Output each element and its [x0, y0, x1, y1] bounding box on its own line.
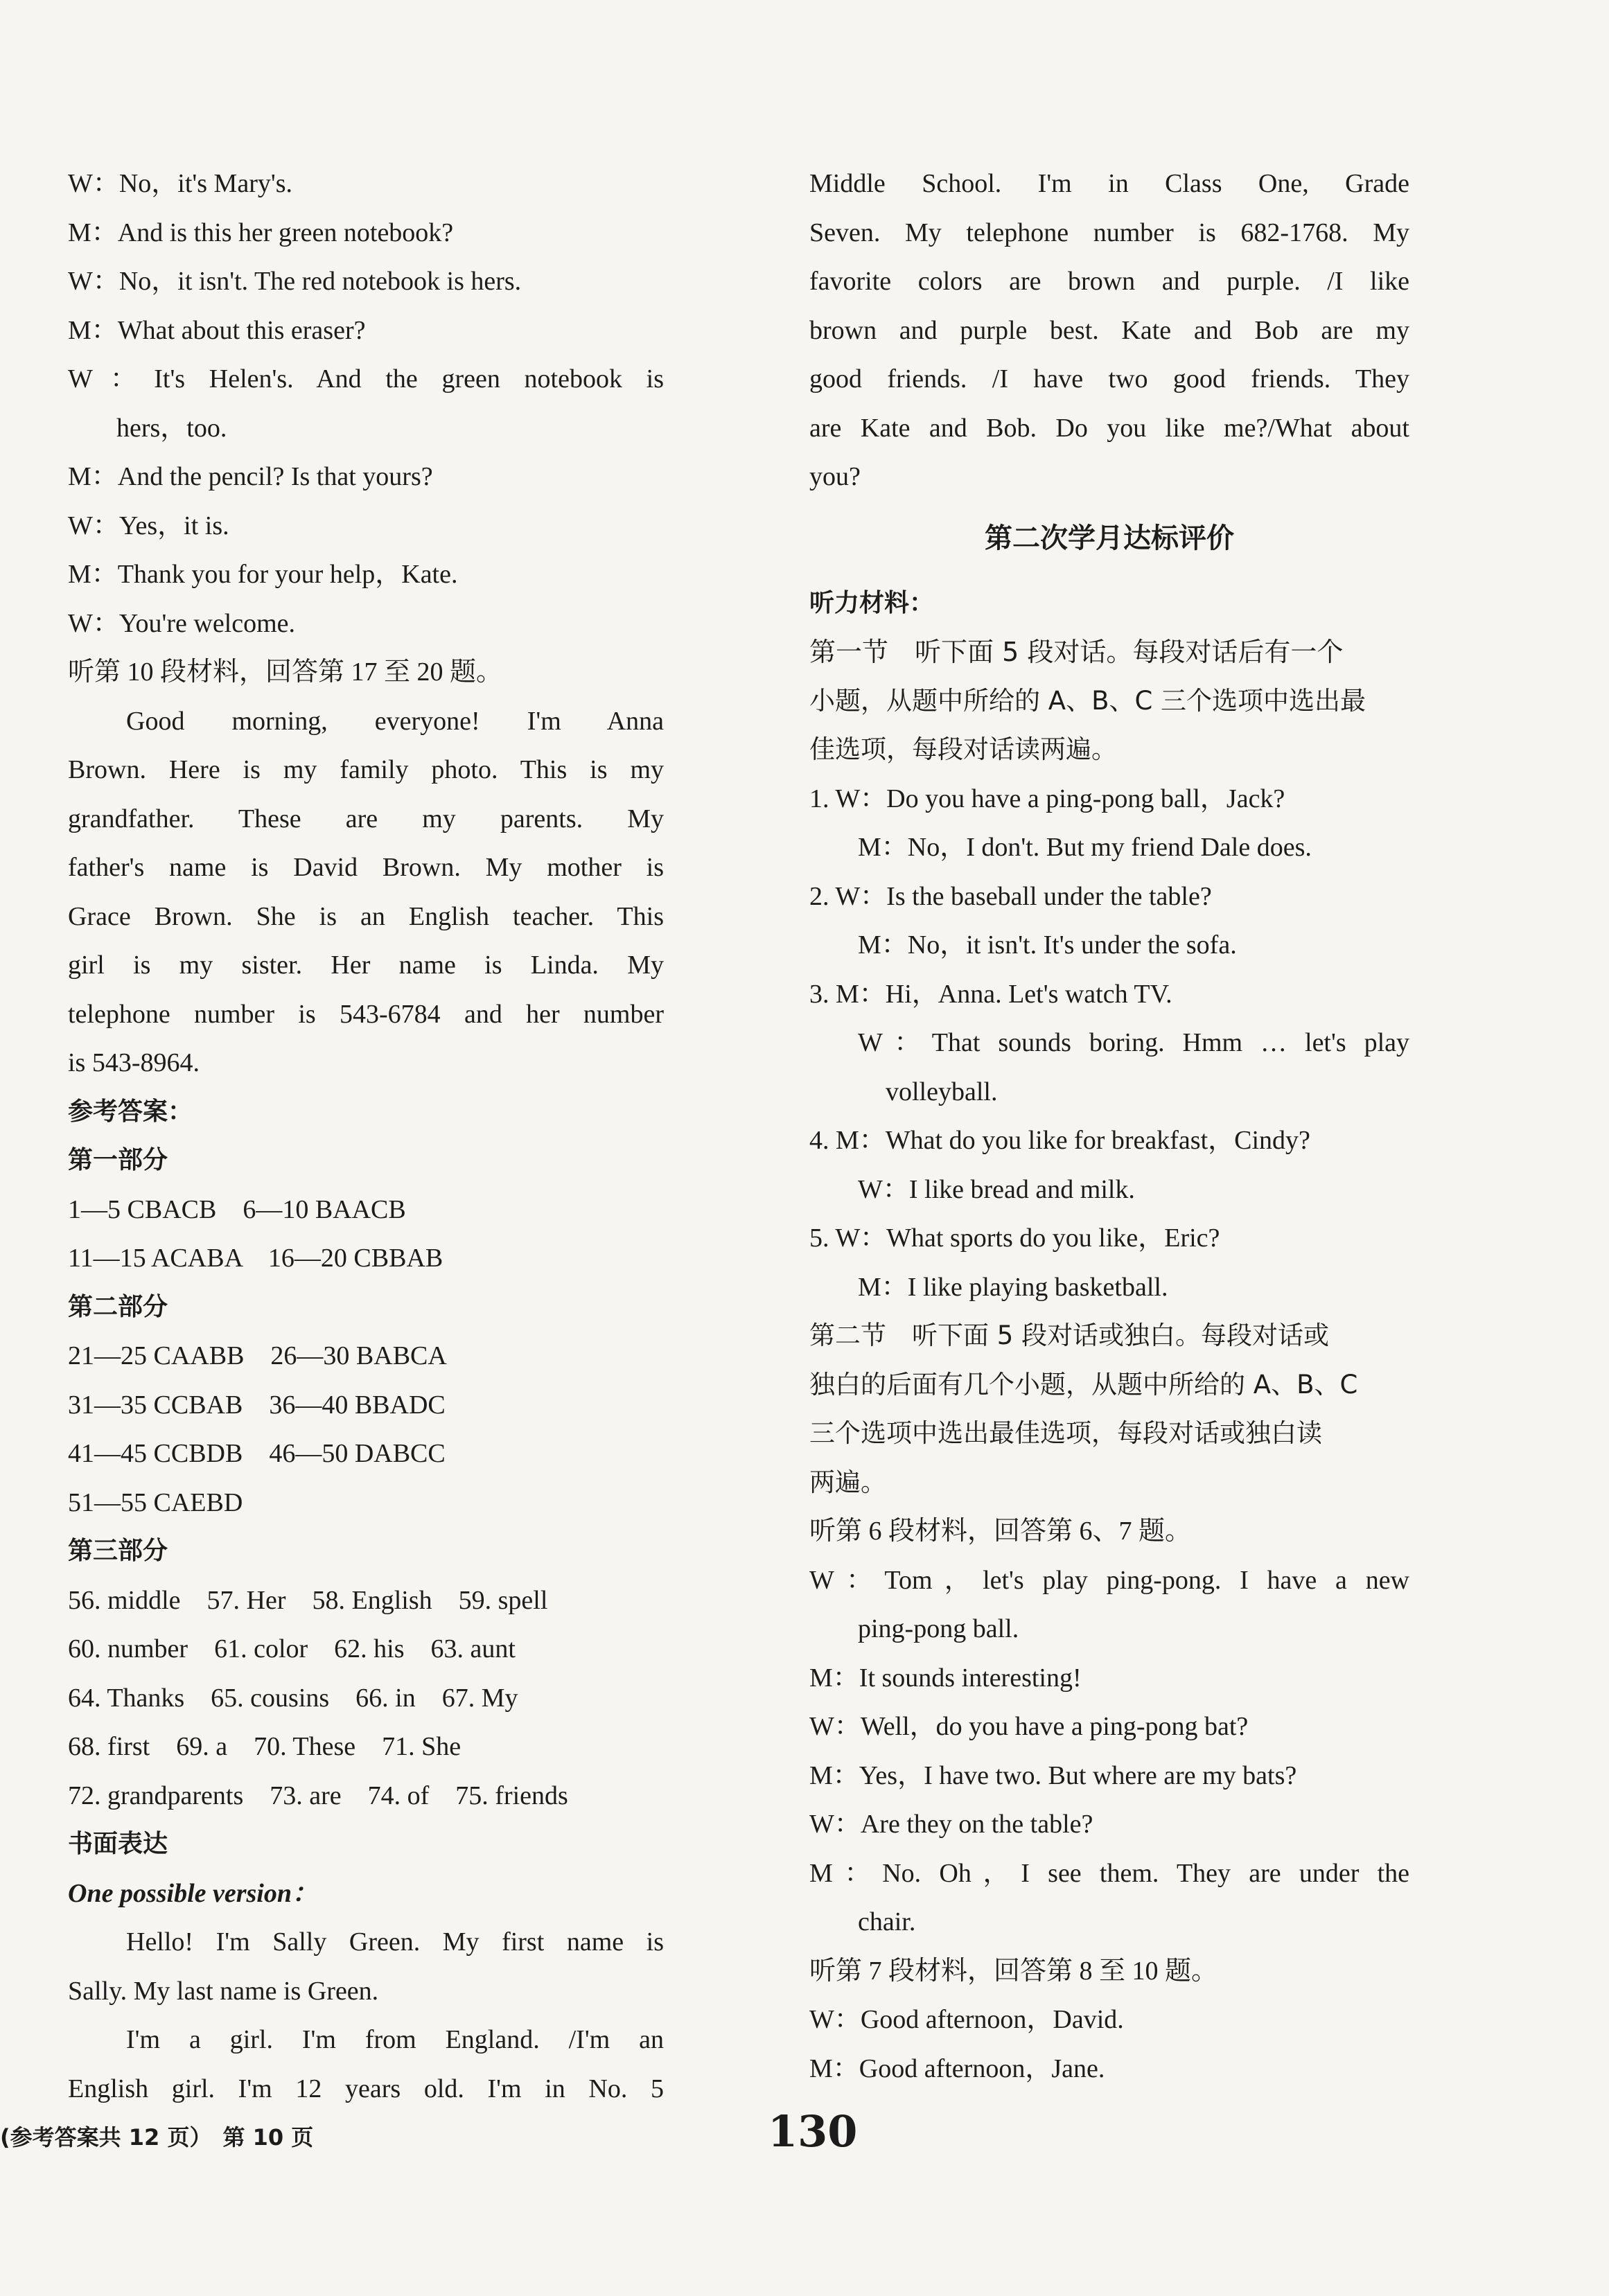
answer-line: 31—35 CCBAB 36—40 BBADC — [68, 1390, 446, 1420]
instruction-line: 独白的后面有几个小题，从题中所给的 A、B、C — [809, 1369, 1358, 1399]
section-title: 第二次学月达标评价 — [985, 522, 1234, 554]
dialogue-line: M：It sounds interesting! — [809, 1663, 1082, 1693]
monologue-line: Grace Brown. She is an English teacher. This — [68, 901, 664, 931]
left-column — [68, 159, 664, 2113]
dialogue-line-continued: ping-pong ball. — [858, 1614, 1019, 1643]
answer-line: 1—5 CBACB 6—10 BAACB — [68, 1194, 406, 1224]
dialogue-line: M：No. Oh，I see them. They are under the — [809, 1858, 1409, 1888]
dialogue-line: M：Thank you for your help，Kate. — [68, 560, 458, 589]
dialogue-line: 3. M：Hi，Anna. Let's watch TV. — [809, 979, 1172, 1009]
section-instruction: 听第 7 段材料，回答第 8 至 10 题。 — [809, 1956, 1218, 1986]
dialogue-line: M：I like playing basketball. — [858, 1272, 1168, 1302]
monologue-line: telephone number is 543-6784 and her number — [68, 999, 664, 1029]
essay-line: you? — [809, 462, 861, 491]
answer-line: 64. Thanks 65. cousins 66. in 67. My — [68, 1683, 518, 1713]
dialogue-line: 4. M：What do you like for breakfast，Cindy? — [809, 1126, 1310, 1155]
instruction-line: 小题，从题中所给的 A、B、C 三个选项中选出最 — [809, 685, 1366, 716]
dialogue-line: W：It's Helen's. And the green notebook is — [68, 364, 664, 394]
essay-line: Hello! I'm Sally Green. My first name is — [126, 1927, 664, 1957]
dialogue-line-continued: volleyball. — [886, 1077, 998, 1106]
essay-line: Sally. My last name is Green. — [68, 1976, 379, 2006]
essay-line: good friends. /I have two good friends. They — [809, 364, 1409, 394]
instruction-line: 三个选项中选出最佳选项，每段对话或独白读 — [809, 1418, 1322, 1448]
section-instruction: 听第 6 段材料，回答第 6、7 题。 — [809, 1517, 1192, 1546]
essay-line: I'm a girl. I'm from England. /I'm an — [126, 2025, 664, 2054]
dialogue-line: M：What about this eraser? — [68, 315, 366, 345]
dialogue-line: W：That sounds boring. Hmm … let's play — [858, 1028, 1409, 1057]
answer-line: 21—25 CAABB 26—30 BABCA — [68, 1341, 447, 1370]
answer-line: 60. number 61. color 62. his 63. aunt — [68, 1634, 516, 1663]
dialogue-line: W：No，it's Mary's. — [68, 169, 293, 198]
footer-page-info: (参考答案共 12 页） 第 10 页 — [0, 2124, 314, 2151]
answers-heading: 参考答案： — [68, 1097, 193, 1126]
essay-line: favorite colors are brown and purple. /I like — [809, 267, 1409, 296]
dialogue-line: W：I like bread and milk. — [858, 1174, 1135, 1204]
essay-line: brown and purple best. Kate and Bob are my — [809, 315, 1409, 345]
answer-line: 68. first 69. a 70. These 71. She — [68, 1732, 461, 1761]
monologue-line: father's name is David Brown. My mother is — [68, 853, 664, 882]
essay-line: Seven. My telephone number is 682-1768. My — [809, 218, 1409, 247]
part-heading: 第三部分 — [68, 1537, 168, 1565]
instruction-line: 佳选项，每段对话读两遍。 — [809, 734, 1117, 764]
dialogue-line: M：And the pencil? Is that yours? — [68, 462, 433, 491]
monologue-line: grandfather. These are my parents. My — [68, 804, 664, 833]
dialogue-line: W：Yes，it is. — [68, 511, 229, 540]
dialogue-line: M：Yes，I have two. But where are my bats? — [809, 1760, 1297, 1790]
dialogue-line: W：No，it isn't. The red notebook is hers. — [68, 267, 522, 296]
essay-line: are Kate and Bob. Do you like me?/What about — [809, 413, 1409, 443]
right-column — [809, 159, 1409, 2093]
part-heading: 第二部分 — [68, 1292, 168, 1321]
writing-heading: 书面表达 — [68, 1830, 168, 1858]
dialogue-line: M：No，I don't. But my friend Dale does. — [858, 833, 1312, 862]
answer-line: 51—55 CAEBD — [68, 1487, 243, 1517]
answer-line: 72. grandparents 73. are 74. of 75. friends — [68, 1781, 568, 1810]
page-number: 130 — [768, 2106, 858, 2157]
monologue-line: Good morning, everyone! I'm Anna — [126, 706, 664, 736]
dialogue-line: W：Tom，let's play ping-pong. I have a new — [809, 1565, 1409, 1595]
dialogue-line: M：No，it isn't. It's under the sofa. — [858, 930, 1237, 960]
part-heading: 第一部分 — [68, 1146, 168, 1174]
dialogue-line: W：Are they on the table? — [809, 1810, 1093, 1839]
answer-line: 56. middle 57. Her 58. English 59. spell — [68, 1585, 548, 1615]
sample-version-label: One possible version： — [68, 1878, 319, 1908]
monologue-line: girl is my sister. Her name is Linda. My — [68, 951, 664, 980]
dialogue-line-continued: hers，too. — [116, 413, 227, 443]
answer-line: 11—15 ACABA 16—20 CBBAB — [68, 1244, 443, 1273]
dialogue-line: M：Good afternoon，Jane. — [809, 2054, 1105, 2083]
dialogue-line: W：You're welcome. — [68, 608, 296, 638]
instruction-line: 第一节 听下面 5 段对话。每段对话后有一个 — [809, 637, 1344, 667]
essay-line: English girl. I'm 12 years old. I'm in No. 5 — [68, 2074, 664, 2103]
dialogue-line: 1. W：Do you have a ping-pong ball，Jack? — [809, 784, 1285, 813]
dialogue-line: W：Good afternoon，David. — [809, 2005, 1124, 2034]
monologue-line: Brown. Here is my family photo. This is my — [68, 755, 664, 784]
answer-line: 41—45 CCBDB 46—50 DABCC — [68, 1439, 446, 1468]
dialogue-line: W：Well，do you have a ping-pong bat? — [809, 1712, 1249, 1741]
instruction-line: 第二节 听下面 5 段对话或独白。每段对话或 — [809, 1321, 1330, 1350]
dialogue-line: M：And is this her green notebook? — [68, 218, 454, 247]
dialogue-line-continued: chair. — [858, 1907, 916, 1936]
dialogue-line: 2. W：Is the baseball under the table? — [809, 881, 1212, 911]
dialogue-line: 5. W：What sports do you like，Eric? — [809, 1224, 1220, 1253]
listening-heading: 听力材料： — [809, 588, 935, 617]
monologue-line: is 543-8964. — [68, 1048, 200, 1077]
essay-line: Middle School. I'm in Class One, Grade — [809, 169, 1409, 198]
section-instruction: 听第 10 段材料，回答第 17 至 20 题。 — [68, 657, 503, 687]
instruction-line: 两遍。 — [809, 1467, 886, 1497]
